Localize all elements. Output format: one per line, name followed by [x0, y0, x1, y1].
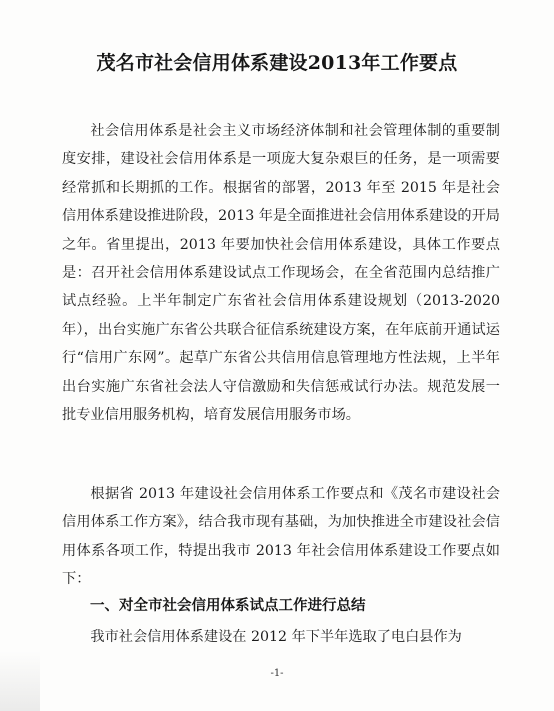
paragraph-text: 社会信用体系是社会主义市场经济体制和社会管理体制的重要制度安排，建设社会信用体系是一项庞大复杂艰巨的任务，是一项需要经常抓和长期抓的工作。根据省的部署，2013 年至 2015 年是社会信用体系建设推进阶段，2013 年是全面推进社会信用体系建设的开局之年。省里提出，2013 年要加快社会信用体系建设，具体工作要点是：召开社会信用体系建设试点工作现场会，在全省范围内总结推广试点经验。上半年制定广东省社会信用体系建设规划（2013-2020 年），出台实施广东省公共联合征信系统建设方案，在年底前开通试运行“信用广东网”。起草广东省公共信用信息管理地方性法规，上半年出台实施广东省社会法人守信激励和失信惩戒试行办法。规范发展一批专业信用服务机构，培育发展信用服务市场。	[62, 123, 500, 424]
paragraph-text: 我市社会信用体系建设在 2012 年下半年选取了电白县作为	[90, 629, 462, 645]
paragraph-text: 根据省 2013 年建设社会信用体系工作要点和《茂名市建设社会信用体系工作方案》，结合我市现有基础，为加快推进全市建设社会信用体系各项工作，特提出我市 2013 年社会信用体系建设工作要点如下：	[62, 486, 500, 588]
document-title: 茂名市社会信用体系建设2013年工作要点	[96, 52, 458, 74]
section-heading: 一、对全市社会信用体系试点工作进行总结	[90, 598, 366, 614]
scan-artifact	[0, 651, 40, 711]
page-number: -1-	[270, 668, 284, 679]
paragraph-basis	[62, 480, 500, 594]
paragraph-section-1	[62, 623, 500, 651]
paragraph-intro	[62, 117, 500, 429]
